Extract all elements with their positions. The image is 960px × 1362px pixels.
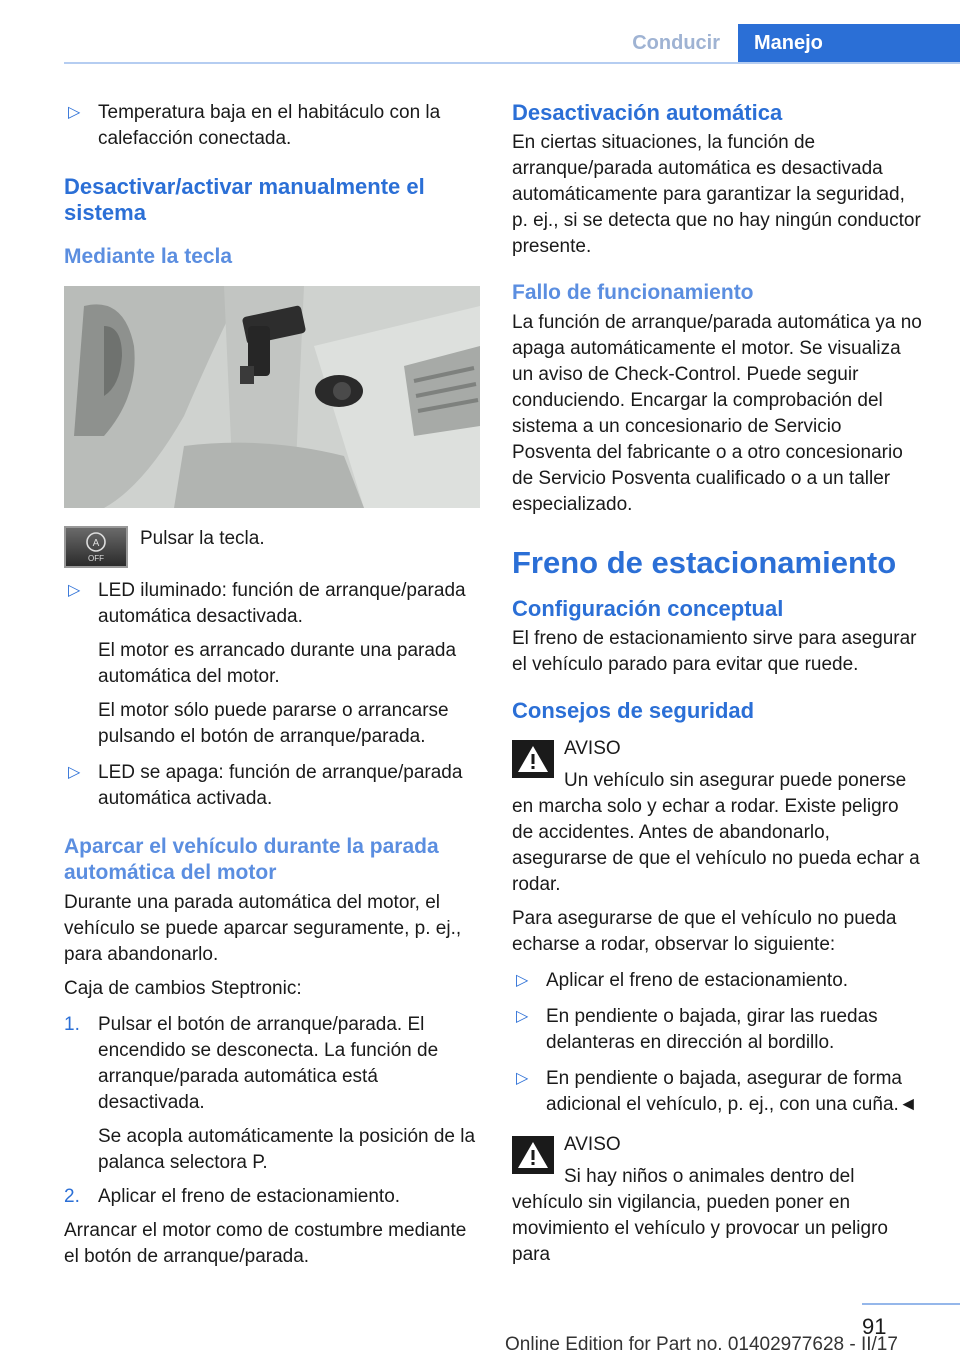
list-item: ▷ En pendiente o bajada, girar las ruedas delanteras en dirección al bordillo. [516, 1006, 878, 1053]
header-tabs [614, 24, 960, 62]
warning-box-1 [512, 736, 924, 898]
steering-wheel-photo [64, 286, 480, 508]
list-item: ▷ En pendiente o bajada, asegurar de forma adicional el vehículo, p. ej., con una cuña.◄ [516, 1068, 918, 1115]
footer-rule [862, 1303, 960, 1305]
page-number: 91 [862, 1314, 887, 1339]
svg-text:A: A [92, 538, 100, 549]
steps-list [64, 1012, 480, 1210]
paragraph-fallo: La función de arranque/parada automática ya no apaga automáticamente el motor. Se visualiza un aviso de Check-Control. Puede seguir conduciendo. Encargar la comprobación del sistema a un concesionario de Servicio Posventa del fabricante o a otro concesionario de Servicio Posventa cualificado o a un taller especializado. [512, 312, 922, 515]
heading-manual: Desactivar/activar manualmente el sistema [64, 174, 425, 225]
triangle-bullet-icon: ▷ [516, 1008, 529, 1025]
paragraph-aparcar: Durante una parada automática del motor, el vehículo se puede aparcar seguramente, p. ej., para abandonarlo. [64, 892, 462, 965]
triangle-bullet-icon: ▷ [516, 1070, 529, 1087]
right-column [512, 100, 924, 1268]
paragraph-asegurar: Para asegurarse de que el vehículo no pueda echarse a rodar, observar lo siguiente: [512, 908, 897, 955]
start-stop-off-icon [84, 530, 108, 564]
warning-text: Si hay niños o animales dentro del vehículo sin vigilancia, pueden poner en movimiento el vehículo y provocar un peligro para [512, 1166, 888, 1265]
auto-start-stop-off-button-icon [64, 526, 128, 568]
warning-title: AVISO [564, 1134, 621, 1155]
triangle-bullet-icon: ▷ [68, 104, 81, 121]
footer-edition: Online Edition for Part no. 01402977628 - II/17 [505, 1334, 898, 1355]
heading-configuracion: Configuración conceptual [512, 596, 784, 621]
paragraph-caja: Caja de cambios Steptronic: [64, 978, 302, 999]
left-column [64, 100, 480, 1270]
heading-desactivacion: Desactivación automática [512, 100, 783, 125]
warning-title: AVISO [564, 738, 621, 759]
triangle-bullet-icon: ▷ [68, 764, 81, 781]
heading-freno: Freno de estacionamiento [512, 545, 897, 580]
list-item: ▷ Aplicar el freno de estacionamiento. [512, 968, 924, 994]
list-item: ▷ LED se apaga: función de arranque/parada automática activada. [68, 762, 463, 809]
key-caption: Pulsar la tecla. [140, 528, 265, 549]
paragraph-desactivacion: En ciertas situaciones, la función de arranque/parada automática es desactivada automáticamente para garantizar la seguridad, p. ej., si se detecta que no hay ningún conductor presente. [512, 132, 921, 257]
warning-text: Un vehículo sin asegurar puede ponerse en marcha solo y echar a rodar. Existe peligro de accidentes. Antes de abandonarlo, asegurarse de que el vehículo no pueda echar a rodar. [512, 770, 920, 895]
warning-box-2 [512, 1132, 924, 1268]
header-rule [64, 62, 960, 64]
led-list [64, 578, 480, 812]
list-item: 2. Aplicar el freno de estacionamiento. [64, 1186, 401, 1207]
triangle-bullet-icon: ▷ [68, 582, 81, 599]
warning-triangle-icon [512, 740, 554, 778]
key-row [64, 526, 480, 568]
list-item: ▷ Temperatura baja en el habitáculo con la calefacción conectada. [68, 102, 441, 149]
warning-triangle-icon [512, 1136, 554, 1174]
heading-tecla: Mediante la tecla [64, 245, 233, 268]
paragraph-configuracion: El freno de estacionamiento sirve para asegurar el vehículo parado para evitar que ruede. [512, 628, 917, 675]
list-item: 1. Pulsar el botón de arranque/parada. El encendido se desconecta. La función de arranque/parada automática está desactivada. Se acopla automáticamente la posición de la palanca selectora P. [64, 1014, 476, 1173]
steering-column-illustration [64, 286, 480, 508]
tab-conducir[interactable]: Conducir [614, 24, 738, 62]
key-icon-label: OFF [88, 554, 104, 563]
heading-consejos: Consejos de seguridad [512, 698, 755, 723]
safety-list [512, 968, 924, 1118]
heading-fallo: Fallo de funcionamiento [512, 281, 754, 304]
list-item: ▷ LED iluminado: función de arranque/parada automática desactivada. El motor es arrancado durante una parada automática del motor. El motor sólo puede pararse o arrancarse pulsando el botón de arranque/parada. [68, 580, 466, 747]
bullet-list-top [64, 100, 480, 152]
heading-aparcar: Aparcar el vehículo durante la parada automática del motor [64, 835, 439, 884]
triangle-bullet-icon: ▷ [516, 972, 529, 989]
paragraph-arrancar: Arrancar el motor como de costumbre mediante el botón de arranque/parada. [64, 1220, 467, 1267]
tab-manejo[interactable]: Manejo [738, 24, 960, 62]
